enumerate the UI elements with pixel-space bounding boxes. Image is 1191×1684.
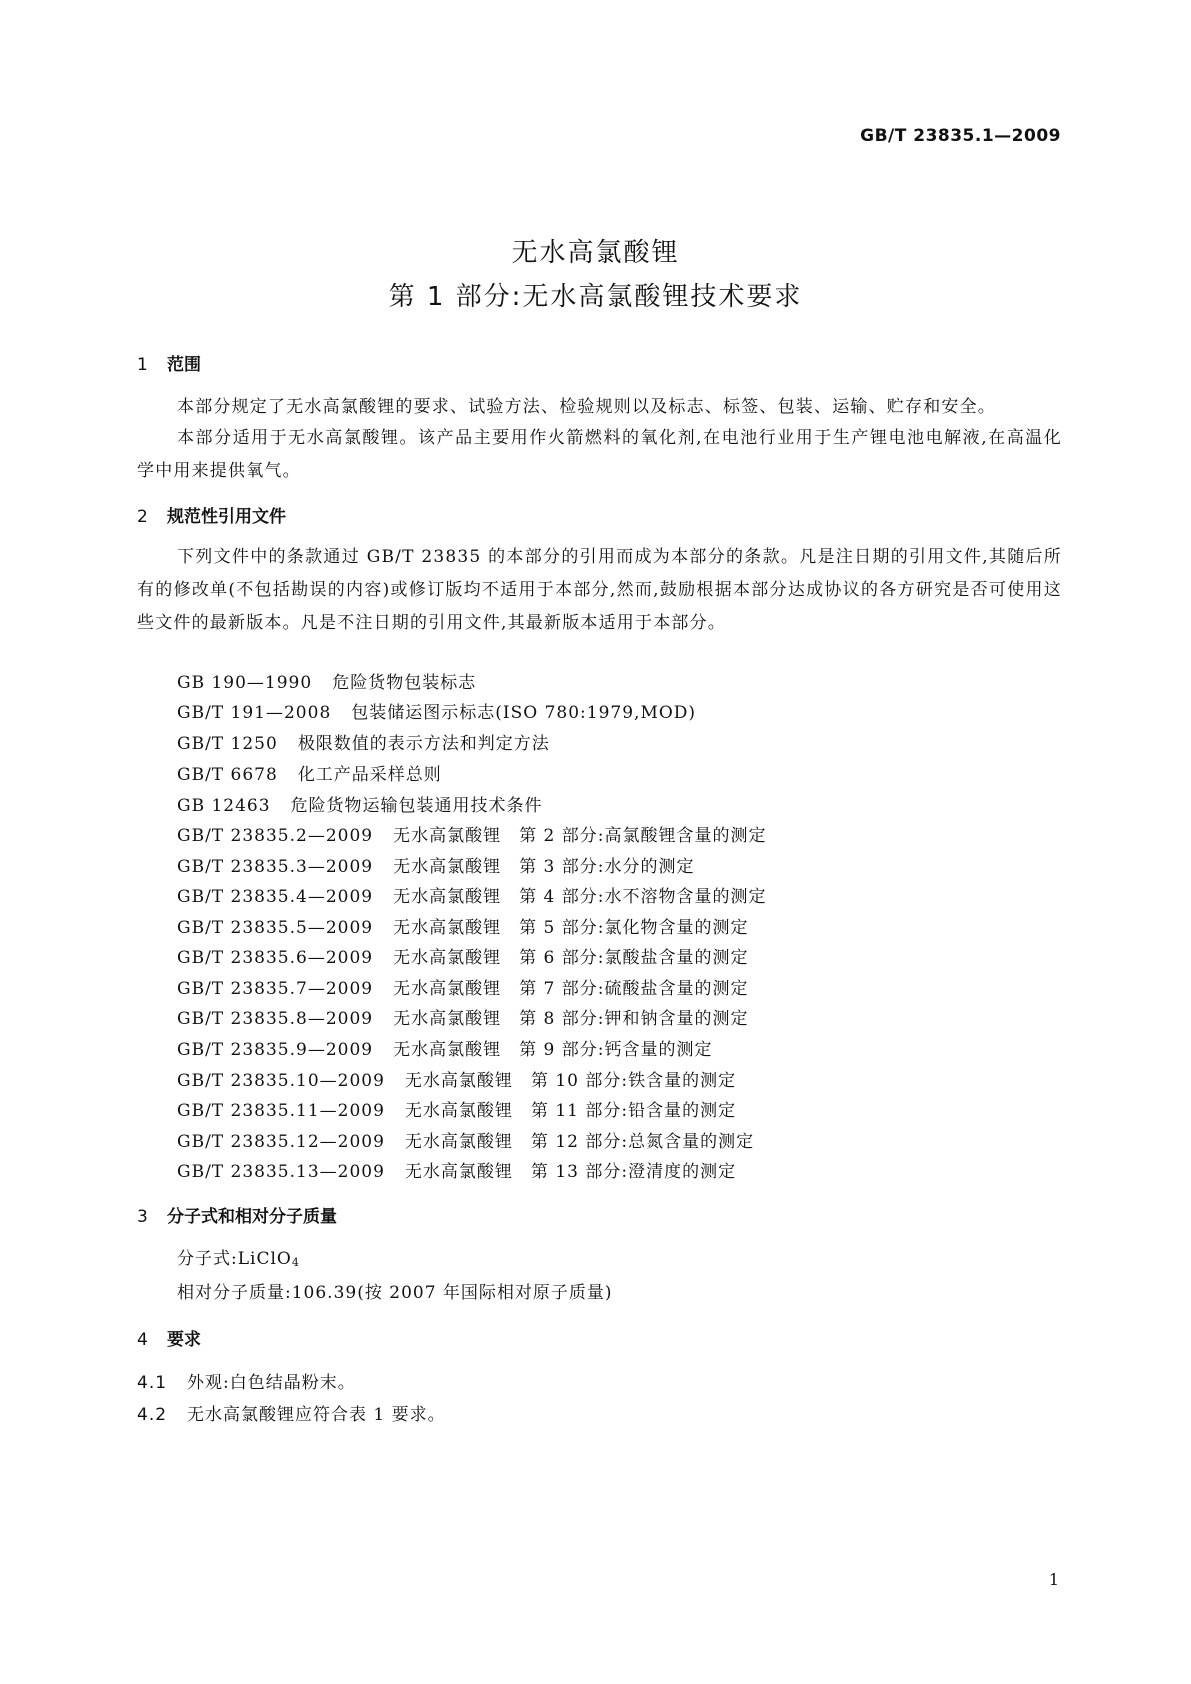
reference-item: [177, 1004, 748, 1029]
section-number: 1: [137, 355, 148, 375]
section-heading-3: [137, 1202, 337, 1227]
reference-title: 无水高氯酸锂 第 12 部分:总氮含量的测定: [404, 1132, 755, 1152]
standard-number: GB/T 23835.1—2009: [860, 126, 1061, 146]
reference-item: [177, 791, 543, 816]
section-number: 3: [137, 1207, 148, 1227]
reference-code: GB 12463: [177, 796, 271, 816]
reference-item: [177, 1157, 736, 1182]
formula-label: 分子式:: [177, 1249, 238, 1269]
document-subtitle: 第 1 部分:无水高氯酸锂技术要求: [388, 282, 803, 312]
reference-title: 无水高氯酸锂 第 7 部分:硫酸盐含量的测定: [393, 979, 749, 999]
reference-item: [177, 668, 476, 693]
reference-code: GB/T 191—2008: [177, 703, 332, 723]
reference-item: [177, 1035, 712, 1060]
clause-text: 无水高氯酸锂应符合表 1 要求。: [187, 1405, 446, 1425]
reference-code: GB/T 23835.7—2009: [177, 979, 374, 999]
reference-code: GB/T 23835.11—2009: [177, 1101, 385, 1121]
reference-title: 无水高氯酸锂 第 5 部分:氯化物含量的测定: [393, 918, 749, 938]
reference-item: [177, 974, 748, 999]
paragraph: 本部分规定了无水高氯酸锂的要求、试验方法、检验规则以及标志、标签、包装、运输、贮存和安全。: [177, 397, 996, 417]
clause-item: [137, 1368, 356, 1393]
reference-code: GB/T 23835.9—2009: [177, 1040, 374, 1060]
reference-item: [177, 821, 766, 846]
clause-number: 4.1: [137, 1373, 168, 1393]
reference-code: GB/T 6678: [177, 765, 278, 785]
reference-title: 无水高氯酸锂 第 2 部分:高氯酸锂含量的测定: [393, 826, 767, 846]
section-title: 分子式和相对分子质量: [167, 1207, 337, 1227]
reference-title: 无水高氯酸锂 第 3 部分:水分的测定: [393, 857, 695, 877]
reference-title: 无水高氯酸锂 第 11 部分:铅含量的测定: [404, 1101, 737, 1121]
section-title: 范围: [167, 355, 201, 375]
clause-item: [137, 1400, 446, 1425]
reference-code: GB/T 23835.2—2009: [177, 826, 374, 846]
reference-item: [177, 882, 766, 907]
section-number: 4: [137, 1330, 148, 1350]
reference-code: GB/T 23835.5—2009: [177, 918, 374, 938]
section-heading-4: [137, 1325, 201, 1350]
reference-title: 无水高氯酸锂 第 4 部分:水不溶物含量的测定: [393, 887, 767, 907]
clause-text: 外观:白色结晶粉末。: [187, 1373, 356, 1393]
reference-code: GB/T 23835.13—2009: [177, 1162, 385, 1182]
reference-item: [177, 1066, 736, 1091]
clause-number: 4.2: [137, 1405, 168, 1425]
formula-main: LiClO: [237, 1249, 292, 1269]
reference-code: GB/T 23835.3—2009: [177, 857, 374, 877]
section-number: 2: [137, 507, 148, 527]
reference-code: GB 190—1990: [177, 673, 313, 693]
reference-title: 包装储运图示标志(ISO 780:1979,MOD): [351, 703, 697, 723]
molecular-mass: 相对分子质量:106.39(按 2007 年国际相对原子质量): [177, 1283, 613, 1303]
reference-code: GB/T 23835.10—2009: [177, 1071, 385, 1091]
reference-item: [177, 852, 694, 877]
reference-title: 无水高氯酸锂 第 9 部分:钙含量的测定: [393, 1040, 713, 1060]
reference-title: 化工产品采样总则: [297, 765, 442, 785]
document-title: 无水高氯酸锂: [511, 238, 680, 268]
reference-code: GB/T 23835.6—2009: [177, 948, 374, 968]
paragraph: 下列文件中的条款通过 GB/T 23835 的本部分的引用而成为本部分的条款。凡是注日期的引用文件,其随后所有的修改单(不包括勘误的内容)或修订版均不适用于本部分,然而,鼓励根据本部分达成协议的各方研究是否可使用这些文件的最新版本。凡是不注日期的引用文件,其最新版本适用于本部分。: [137, 547, 1062, 633]
reference-item: [177, 729, 550, 754]
reference-title: 无水高氯酸锂 第 8 部分:钾和钠含量的测定: [393, 1009, 749, 1029]
section-title: 要求: [167, 1330, 201, 1350]
reference-item: [177, 1127, 754, 1152]
reference-code: GB/T 1250: [177, 734, 278, 754]
reference-title: 无水高氯酸锂 第 13 部分:澄清度的测定: [404, 1162, 737, 1182]
section-heading-2: [137, 502, 286, 527]
reference-title: 极限数值的表示方法和判定方法: [297, 734, 550, 754]
section-title: 规范性引用文件: [167, 507, 286, 527]
reference-item: [177, 913, 748, 938]
formula-subscript: 4: [291, 1256, 300, 1269]
reference-code: GB/T 23835.12—2009: [177, 1132, 385, 1152]
reference-title: 无水高氯酸锂 第 6 部分:氯酸盐含量的测定: [393, 948, 749, 968]
reference-title: 危险货物运输包装通用技术条件: [290, 796, 543, 816]
reference-code: GB/T 23835.8—2009: [177, 1009, 374, 1029]
section-heading-1: [137, 350, 201, 375]
reference-title: 无水高氯酸锂 第 10 部分:铁含量的测定: [404, 1071, 737, 1091]
reference-item: [177, 1096, 736, 1121]
molecular-formula: [177, 1244, 300, 1269]
reference-item: [177, 698, 696, 723]
reference-item: [177, 760, 442, 785]
reference-item: [177, 943, 748, 968]
paragraph: 本部分适用于无水高氯酸锂。该产品主要用作火箭燃料的氧化剂,在电池行业用于生产锂电池电解液,在高温化学中用来提供氧气。: [137, 428, 1062, 481]
reference-title: 危险货物包装标志: [332, 673, 477, 693]
reference-code: GB/T 23835.4—2009: [177, 887, 374, 907]
page-number: 1: [1048, 1570, 1059, 1589]
